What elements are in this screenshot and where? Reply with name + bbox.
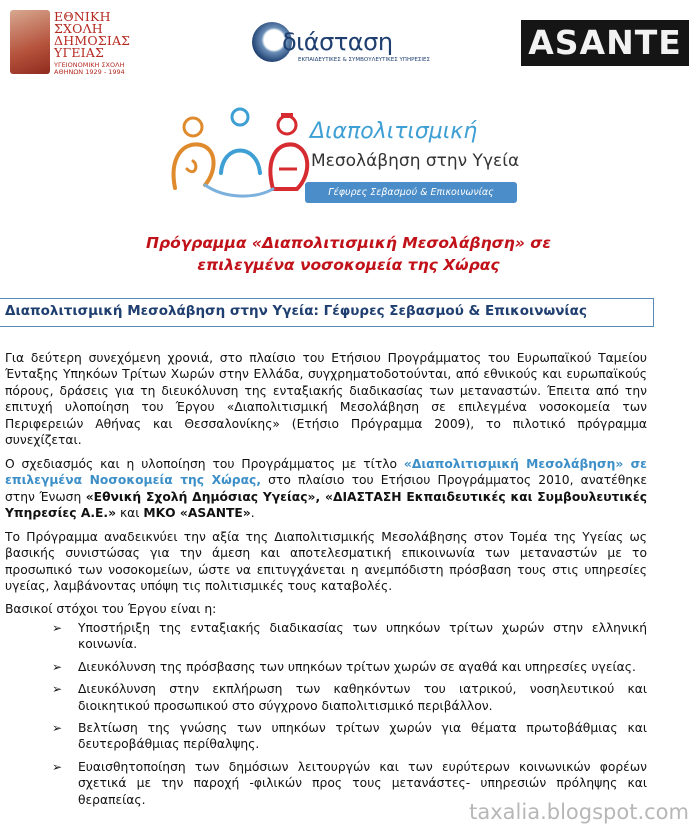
- banner-title: Διαπολιτισμική: [310, 119, 478, 144]
- diastasi-logo-name: διάσταση: [282, 28, 393, 56]
- goal-text: Διευκόλυνση της πρόσβασης των υπηκόων τρίτων χωρών σε αγαθά και υπηρεσίες υγείας.: [78, 659, 636, 674]
- list-item: [52, 659, 647, 675]
- paragraph-text: .: [250, 506, 255, 521]
- diastasi-logo-subtitle: ΕΚΠΑΙΔΕΥΤΙΚΕΣ & ΣΥΜΒΟΥΛΕΥΤΙΚΕΣ ΥΠΗΡΕΣΙΕΣ: [298, 57, 430, 63]
- nsph-logo-text: [54, 11, 158, 59]
- nsph-logo-line: ΣΧΟΛΗ: [54, 21, 103, 36]
- arrow-bullet-icon: ➢: [52, 721, 63, 736]
- nsph-logo-subtitle: [54, 62, 158, 76]
- goals-intro: Βασικοί στόχοι του Έργου είναι η:: [5, 602, 217, 616]
- diastasi-logo: [250, 18, 430, 68]
- paragraph-text: και: [116, 506, 144, 521]
- program-name-highlight: «Διαπολιτισμική Μεσολάβηση» σε επιλεγμένα Νοσοκομεία της Χώρας,: [5, 457, 647, 488]
- program-title-line: επιλεγμένα νοσοκομεία της Χώρας: [197, 256, 500, 274]
- ngo-bold: ΜΚΟ «ASANTE»: [143, 506, 251, 521]
- list-item: [52, 681, 647, 714]
- banner-subtitle: Μεσολάβηση στην Υγεία: [311, 151, 520, 171]
- asante-logo: ASANTE: [521, 20, 689, 66]
- section-heading: Διαπολιτισμική Μεσολάβηση στην Υγεία: Γέφυρες Σεβασμού & Επικοινωνίας: [5, 303, 587, 319]
- arrow-bullet-icon: ➢: [52, 682, 63, 697]
- nsph-logo-sub-line: ΥΓΕΙΟΝΟΜΙΚΗ ΣΧΟΛΗ: [54, 61, 125, 69]
- arrow-bullet-icon: ➢: [52, 659, 63, 674]
- paragraph-text: Ο σχεδιασμός και η υλοποίηση του Προγράμματος με τίτλο: [5, 457, 404, 471]
- value-paragraph: Το Πρόγραμμα αναδεικνύει την αξία της Διαπολιτισμικής Μεσολάβησης στον Τομέα της Υγείας ως βασικής συνιστώσας για την άμεση και αποτελεσματική επικοινωνία των μεταναστών με το προσωπικό των νοσοκομείων, ώστε να επιτυγχάνεται η ανεμπόδιστη πρόσβαση τους στις υπηρεσίες υγείας, λαμβάνοντας υπόψη τις πολιτισμικές τους καταβολές.: [5, 530, 647, 594]
- goals-list: [52, 620, 647, 814]
- banner-tagline: Γέφυρες Σεβασμού & Επικοινωνίας: [328, 187, 494, 198]
- list-item: [52, 620, 647, 653]
- section-heading-box: [0, 298, 654, 327]
- program-title-line: Πρόγραμμα «Διαπολιτισμική Μεσολάβηση» σε: [146, 234, 551, 252]
- paragraph-text: στο πλαίσιο του Ετήσιου Προγράμματος 2010, ανατέθηκε στην Ένωση: [5, 473, 647, 504]
- intro-paragraph: Για δεύτερη συνεχόμενη χρονιά, στο πλαίσιο του Ετήσιου Προγράμματος του Ευρωπαϊκού Ταμείου Ένταξης Υπηκόων Τρίτων Χωρών στην Ελλάδα, συγχρηματοδοτούνται, από εθνικούς και ευρωπαϊκούς πόρους, δράσεις για τη διευκόλυνση της ενταξιακής διαδικασίας των μεταναστών. Έπειτα από την επιτυχή υλοποίηση του Έργου «Διαπολιτισμική Μεσολάβηση σε επιλεγμένα νοσοκομεία των Περιφερειών Αθήνας και Θεσσαλονίκης» (Ετήσιο Πρόγραμμα 2009), το πιλοτικό πρόγραμμα συνεχίζεται.: [5, 351, 647, 448]
- goal-text: Βελτίωση της γνώσης των υπηκόων τρίτων χωρών για θέματα πρωτοβάθμιας και δευτεροβάθμιας περίθαλψης.: [78, 721, 647, 752]
- implementation-paragraph: [5, 456, 647, 522]
- arrow-bullet-icon: ➢: [52, 759, 63, 774]
- portrait-icon: [10, 10, 50, 74]
- nsph-logo: [10, 10, 158, 74]
- list-item: [52, 720, 647, 753]
- nsph-logo-line: ΔΗΜΟΣΙΑΣ: [54, 33, 131, 48]
- program-banner: [165, 103, 525, 209]
- goal-text: Υποστήριξη της ενταξιακής διαδικασίας των υπηκόων τρίτων χωρών στην ελληνική κοινωνία.: [78, 621, 647, 652]
- nsph-logo-line: ΥΓΕΙΑΣ: [54, 45, 105, 60]
- mediation-figures-icon: [165, 103, 315, 209]
- partners-bold: «Εθνική Σχολή Δημόσιας Υγείας», «ΔΙΑΣΤΑΣΗ Εκπαιδευτικές και Συμβουλευτικές Υπηρεσίες Α.Ε.»: [5, 489, 648, 521]
- nsph-logo-line: ΕΘΝΙΚΗ: [54, 9, 111, 24]
- arrow-bullet-icon: ➢: [52, 621, 63, 635]
- program-title: [0, 232, 697, 276]
- blog-watermark: taxalia.blogspot.com: [469, 800, 689, 824]
- goal-text: Ευαισθητοποίηση των δημόσιων λειτουργών και των ευρύτερων κοινωνικών φορέων σχετικά με την παροχή -φιλικών προς τους μετανάστες- υπηρεσιών πρόληψης και θεραπείας.: [78, 759, 647, 807]
- nsph-logo-sub-line: ΑΘΗΝΩΝ 1929 - 1994: [54, 68, 125, 76]
- goal-text: Διευκόλυνση στην εκπλήρωση των καθηκόντων του ιατρικού, νοσηλευτικού και διοικητικού προσωπικού στο σύγχρονο διαπολιτισμικό περιβάλλον.: [78, 682, 647, 713]
